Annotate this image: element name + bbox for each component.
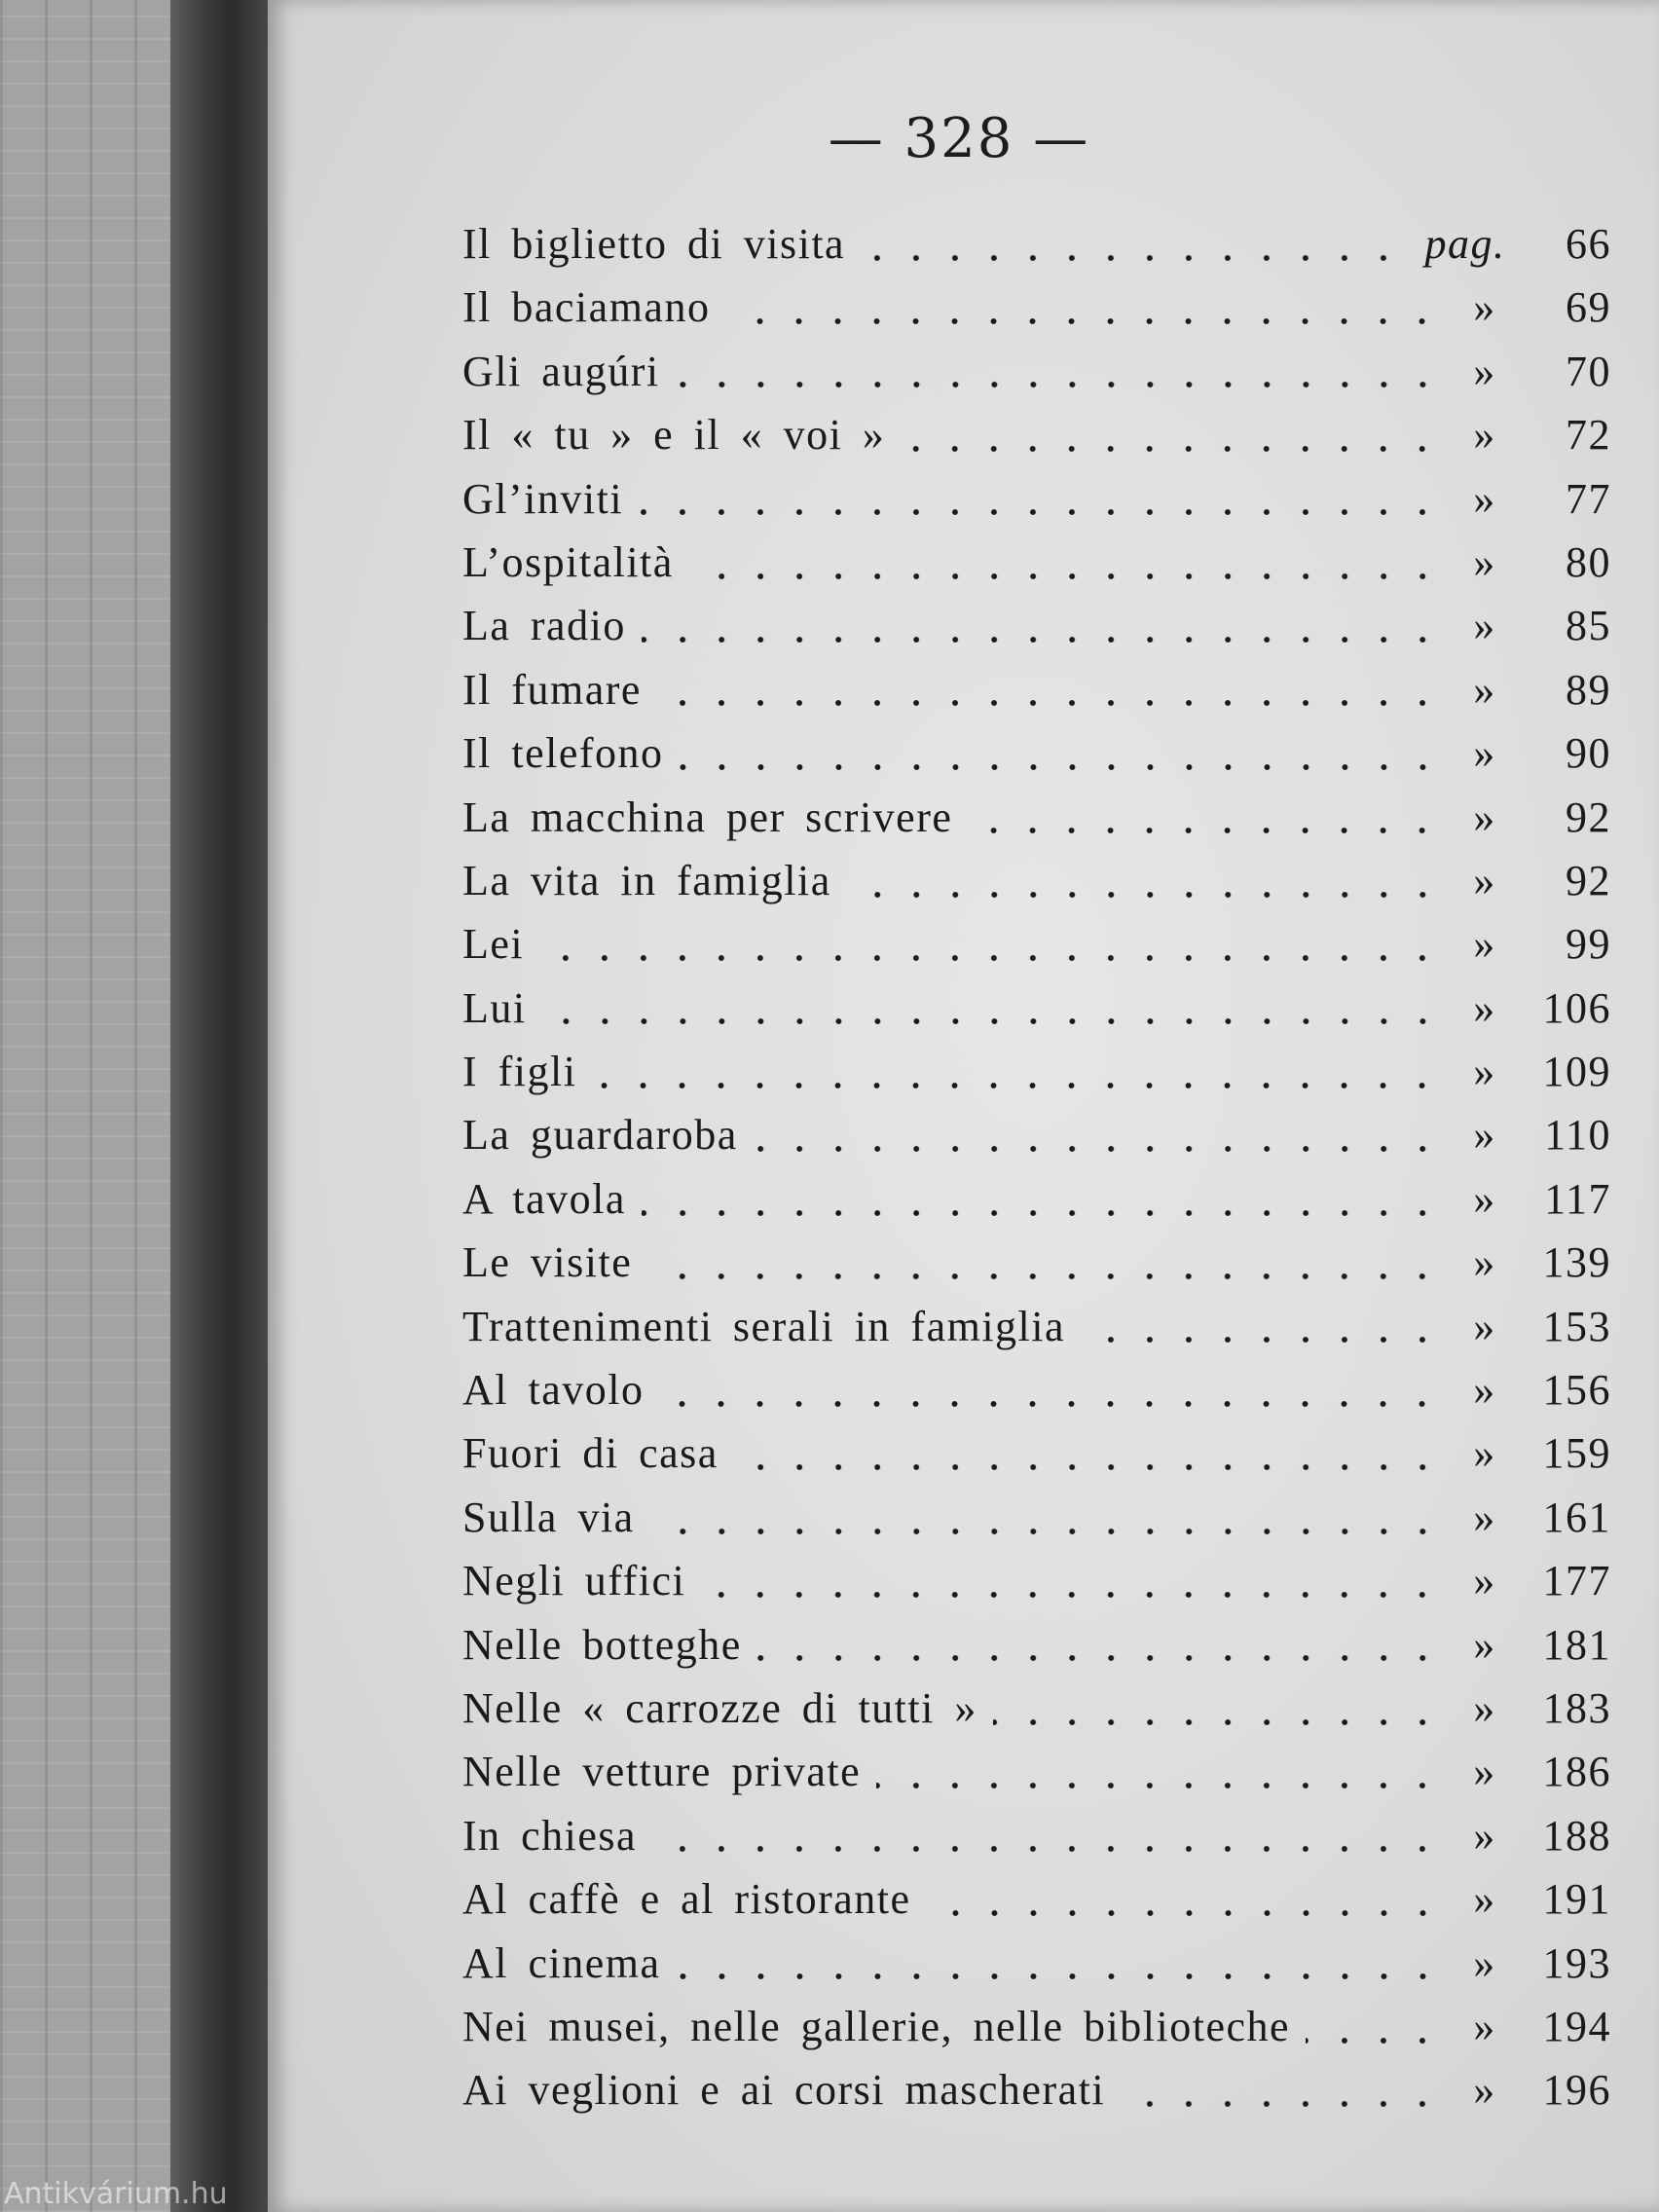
toc-entry-title: Il telefono: [462, 729, 664, 778]
toc-entry-marker: »: [1473, 411, 1496, 460]
toc-entry: [462, 1867, 1611, 1931]
toc-entry-marker: »: [1473, 2002, 1496, 2050]
toc-entry-page: 110: [1544, 1111, 1611, 1160]
toc-entry-title: Al cinema: [462, 1938, 661, 1987]
dot-leader: [650, 1526, 1442, 1537]
toc-entry-page: 92: [1566, 793, 1611, 841]
toc-entry-marker: »: [1473, 1111, 1496, 1160]
dot-leader: [876, 1780, 1442, 1791]
toc-entry-title: Gl’inviti: [462, 474, 624, 523]
toc-entry-title: Il fumare: [462, 665, 642, 714]
toc-entry: [462, 1740, 1611, 1803]
toc-entry-marker: »: [1473, 1811, 1496, 1860]
dot-leader: [652, 1843, 1442, 1855]
toc-entry-title: Trattenimenti serali in famiglia: [462, 1302, 1066, 1350]
dot-leader: [647, 1271, 1442, 1282]
dot-leader: [927, 1907, 1442, 1919]
dot-leader: [754, 1143, 1442, 1155]
toc-entry-page: 99: [1566, 920, 1611, 969]
toc-entry-title: Nei musei, nelle gallerie, nelle biblioteche: [462, 2002, 1291, 2050]
toc-entry: [462, 1613, 1611, 1677]
toc-entry-marker: »: [1473, 1302, 1496, 1350]
toc-entry: [462, 2058, 1611, 2121]
dot-leader: [847, 889, 1442, 901]
toc-entry-marker: »: [1473, 1683, 1496, 1732]
toc-entry-page: 193: [1542, 1938, 1611, 1987]
toc-entry: [462, 403, 1611, 466]
toc-entry-page: 69: [1566, 283, 1611, 332]
toc-entry: [462, 1358, 1611, 1421]
toc-entry-page: 90: [1566, 729, 1611, 778]
toc-entry-title: Le visite: [462, 1238, 633, 1287]
toc-entry-title: Ai veglioni e ai corsi mascherati: [462, 2066, 1106, 2115]
dot-leader: [539, 952, 1442, 964]
watermark: Antikvárium.hu: [4, 2177, 228, 2211]
table-of-contents: [462, 212, 1611, 2122]
dot-leader: [639, 506, 1442, 518]
toc-entry: [462, 1040, 1611, 1103]
dot-leader: [701, 1589, 1442, 1601]
toc-entry-marker: »: [1473, 1366, 1496, 1415]
toc-entry-title: La radio: [462, 602, 626, 650]
toc-entry-title: Al tavolo: [462, 1366, 645, 1415]
dot-leader: [1081, 1334, 1442, 1346]
toc-entry-page: 191: [1542, 1875, 1611, 1924]
toc-entry-title: I figli: [462, 1048, 577, 1096]
patterned-background: [0, 0, 175, 2212]
toc-entry-marker: »: [1473, 1938, 1496, 1987]
book-page: [268, 0, 1659, 2212]
toc-entry: [462, 658, 1611, 721]
toc-entry: [462, 1549, 1611, 1612]
toc-entry-title: Lei: [462, 920, 525, 969]
dot-leader: [542, 1015, 1442, 1027]
toc-entry: [462, 1167, 1611, 1231]
dot-leader: [680, 761, 1442, 773]
toc-entry-marker: »: [1473, 856, 1496, 904]
toc-entry-marker: »: [1473, 537, 1496, 586]
toc-entry-marker: »: [1473, 1748, 1496, 1796]
toc-entry: [462, 912, 1611, 976]
toc-entry: [462, 1421, 1611, 1485]
toc-entry-title: Il biglietto di visita: [462, 220, 846, 268]
toc-entry: [462, 1677, 1611, 1740]
toc-entry-page: 188: [1542, 1811, 1611, 1860]
toc-entry: [462, 1295, 1611, 1358]
toc-entry-title: L’ospitalità: [462, 537, 674, 586]
toc-entry-title: Fuori di casa: [462, 1429, 719, 1478]
toc-entry-marker: »: [1473, 665, 1496, 714]
toc-entry-title: Sulla via: [462, 1493, 635, 1541]
toc-entry-page: 117: [1544, 1174, 1611, 1223]
toc-entry-title: Nelle « carrozze di tutti »: [462, 1683, 977, 1732]
toc-entry: [462, 786, 1611, 849]
toc-entry-page: 66: [1566, 220, 1611, 268]
toc-entry-title: Nelle botteghe: [462, 1620, 742, 1669]
toc-entry-page: 106: [1542, 983, 1611, 1032]
toc-entry-marker: »: [1473, 920, 1496, 969]
toc-entry: [462, 1804, 1611, 1867]
toc-entry: [462, 977, 1611, 1040]
toc-entry-marker: pag.: [1424, 220, 1506, 268]
dot-leader: [757, 1652, 1442, 1664]
toc-entry: [462, 276, 1611, 339]
toc-entry: [462, 1486, 1611, 1549]
toc-entry-title: Il baciamano: [462, 283, 711, 332]
toc-entry-title: La guardaroba: [462, 1111, 738, 1160]
toc-entry-page: 72: [1566, 411, 1611, 460]
toc-entry-page: 161: [1542, 1493, 1611, 1541]
toc-entry-page: 153: [1542, 1302, 1611, 1350]
toc-entry-marker: »: [1473, 283, 1496, 332]
dot-leader: [677, 1971, 1442, 1982]
toc-entry-title: Il « tu » e il « voi »: [462, 411, 886, 460]
toc-entry-marker: »: [1473, 1620, 1496, 1669]
toc-entry-title: La vita in famiglia: [462, 856, 831, 904]
toc-entry-page: 156: [1542, 1366, 1611, 1415]
dot-leader: [657, 697, 1442, 709]
toc-entry-title: In chiesa: [462, 1811, 638, 1860]
toc-entry: [462, 1231, 1611, 1294]
toc-entry-title: La macchina per scrivere: [462, 793, 953, 841]
dot-leader: [689, 571, 1442, 582]
dot-leader: [642, 1207, 1442, 1219]
dot-leader: [1121, 2098, 1442, 2110]
dot-leader: [642, 634, 1442, 645]
toc-entry: [462, 212, 1611, 276]
dot-leader: [734, 1461, 1442, 1473]
toc-entry-title: A tavola: [462, 1174, 626, 1223]
toc-entry-marker: »: [1473, 1875, 1496, 1924]
dot-leader: [659, 1398, 1442, 1410]
toc-entry-title: Gli augúri: [462, 347, 660, 395]
toc-entry: [462, 1103, 1611, 1166]
toc-entry-marker: »: [1473, 983, 1496, 1032]
toc-entry-page: 196: [1542, 2066, 1611, 2115]
toc-entry-marker: »: [1473, 1557, 1496, 1605]
toc-entry-marker: »: [1473, 1174, 1496, 1223]
dot-leader: [993, 1716, 1442, 1728]
toc-entry-marker: »: [1473, 1429, 1496, 1478]
toc-entry-page: 80: [1566, 537, 1611, 586]
toc-entry: [462, 1995, 1611, 2058]
dot-leader: [1306, 2035, 1442, 2046]
toc-entry-marker: »: [1473, 1238, 1496, 1287]
toc-entry-page: 159: [1542, 1429, 1611, 1478]
dot-leader: [861, 252, 1403, 264]
toc-entry-page: 194: [1542, 2002, 1611, 2050]
toc-entry-page: 92: [1566, 856, 1611, 904]
toc-entry: [462, 467, 1611, 531]
toc-entry-page: 183: [1542, 1683, 1611, 1732]
toc-entry-page: 70: [1566, 347, 1611, 395]
dot-leader: [901, 443, 1442, 455]
toc-entry-marker: »: [1473, 347, 1496, 395]
toc-entry-marker: »: [1473, 1493, 1496, 1541]
toc-entry-page: 181: [1542, 1620, 1611, 1669]
toc-entry: [462, 594, 1611, 657]
dot-leader: [968, 825, 1442, 836]
toc-entry-page: 85: [1566, 602, 1611, 650]
toc-entry-page: 109: [1542, 1048, 1611, 1096]
book-spine-shadow: [170, 0, 273, 2212]
dot-leader: [592, 1080, 1442, 1091]
toc-entry: [462, 340, 1611, 403]
page-number: — 328 —: [828, 107, 1090, 170]
toc-entry-marker: »: [1473, 729, 1496, 778]
toc-entry-marker: »: [1473, 793, 1496, 841]
toc-entry-marker: »: [1473, 1048, 1496, 1096]
toc-entry-title: Lui: [462, 983, 527, 1032]
toc-entry-title: Negli uffici: [462, 1557, 686, 1605]
toc-entry-page: 177: [1542, 1557, 1611, 1605]
toc-entry-page: 139: [1542, 1238, 1611, 1287]
dot-leader: [725, 315, 1442, 327]
toc-entry: [462, 721, 1611, 785]
toc-entry-title: Al caffè e al ristorante: [462, 1875, 911, 1924]
toc-entry: [462, 1932, 1611, 1995]
toc-entry-page: 77: [1566, 474, 1611, 523]
dot-leader: [676, 379, 1442, 390]
toc-entry-title: Nelle vetture private: [462, 1748, 862, 1796]
toc-entry: [462, 849, 1611, 912]
toc-entry-page: 186: [1542, 1748, 1611, 1796]
toc-entry-marker: »: [1473, 602, 1496, 650]
toc-entry-marker: »: [1473, 2066, 1496, 2115]
toc-entry: [462, 531, 1611, 594]
toc-entry-marker: »: [1473, 474, 1496, 523]
toc-entry-page: 89: [1566, 665, 1611, 714]
